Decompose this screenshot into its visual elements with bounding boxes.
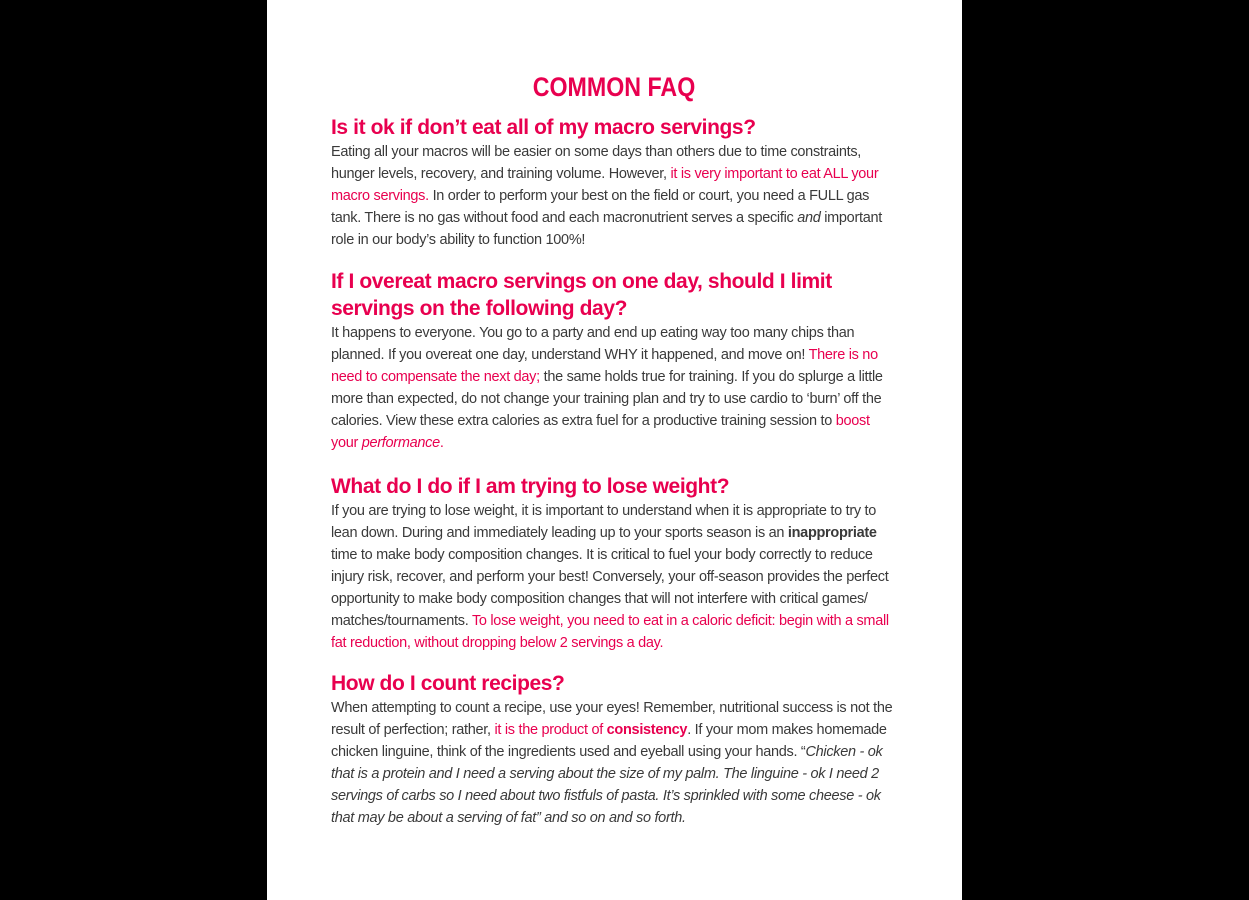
faq-item-count-recipes (331, 670, 897, 829)
answer-highlight-emphasis: performance (361, 435, 440, 451)
faq-question: Is it ok if don’t eat all of my macro servings? (331, 116, 756, 139)
answer-highlight: it is very important to eat ALL your macro servings. (331, 166, 879, 204)
faq-item-overeat (331, 268, 897, 454)
page-title: COMMON FAQ (532, 72, 696, 102)
document-page (267, 0, 962, 900)
page-content (331, 66, 897, 829)
faq-question: If I overeat macro servings on one day, should I limit servings on the following day? (331, 270, 832, 320)
answer-emphasis: and (797, 210, 821, 226)
answer-text: time to make body composition changes. It is critical to fuel your body correctly to reduce injury risk, recover, and perform your best! Conversely, your off-season provides the perfect opportunity to make body composition changes that will not interfere with critical games/ matches/tournaments. (331, 547, 889, 629)
answer-text: It happens to everyone. You go to a party and end up eating way too many chips than planned. If you overeat one day, understand WHY it happened, and move on! (331, 325, 855, 363)
faq-answer (331, 500, 897, 654)
answer-text: important role in our body’s ability to function 100%! (331, 210, 882, 248)
faq-item-eat-all-macros (331, 114, 897, 251)
answer-text: In order to perform your best on the field or court, you need a FULL gas tank. There is no gas without food and each macronutrient serves a specific (331, 188, 870, 226)
answer-highlight-bold: consistency (606, 722, 688, 738)
answer-text: Eating all your macros will be easier on some days than others due to time constraints, hunger levels, recovery, and training volume. However, (331, 144, 862, 182)
faq-answer (331, 322, 897, 454)
faq-answer (331, 141, 897, 251)
answer-text: the same holds true for training. If you do splurge a little more than expected, do not change your training plan and try to use cardio to ‘burn’ off the calories. View these extra calories as extra fuel for a productive training session to (331, 369, 883, 429)
answer-text: When attempting to count a recipe, use your eyes! Remember, nutritional success is not the result of perfection; rather, (331, 700, 893, 738)
answer-bold: inappropriate (787, 525, 877, 541)
answer-highlight: boost your (331, 413, 870, 451)
answer-highlight: it is the product of (494, 722, 607, 738)
answer-emphasis: Chicken - ok that is a protein and I need a serving about the size of my palm. The linguine - ok I need 2 servings of carbs so I need about two fistfuls of pasta. It’s sprinkled with some cheese - ok that may be about a serving of fat” and so on and so forth. (331, 744, 883, 826)
answer-highlight: . (439, 435, 444, 451)
answer-text: If you are trying to lose weight, it is important to understand when it is appropriate to try to lean down. During and immediately leading up to your sports season is an (331, 503, 877, 541)
faq-question: What do I do if I am trying to lose weight? (331, 475, 730, 498)
answer-highlight: There is no need to compensate the next day; (331, 347, 878, 385)
faq-answer (331, 697, 897, 829)
faq-question: How do I count recipes? (331, 672, 565, 695)
answer-highlight: To lose weight, you need to eat in a caloric deficit: begin with a small fat reduction, without dropping below 2 servings a day. (331, 613, 889, 651)
faq-item-lose-weight (331, 473, 897, 654)
answer-text: . If your mom makes homemade chicken linguine, think of the ingredients used and eyeball using your hands. “ (331, 722, 887, 760)
